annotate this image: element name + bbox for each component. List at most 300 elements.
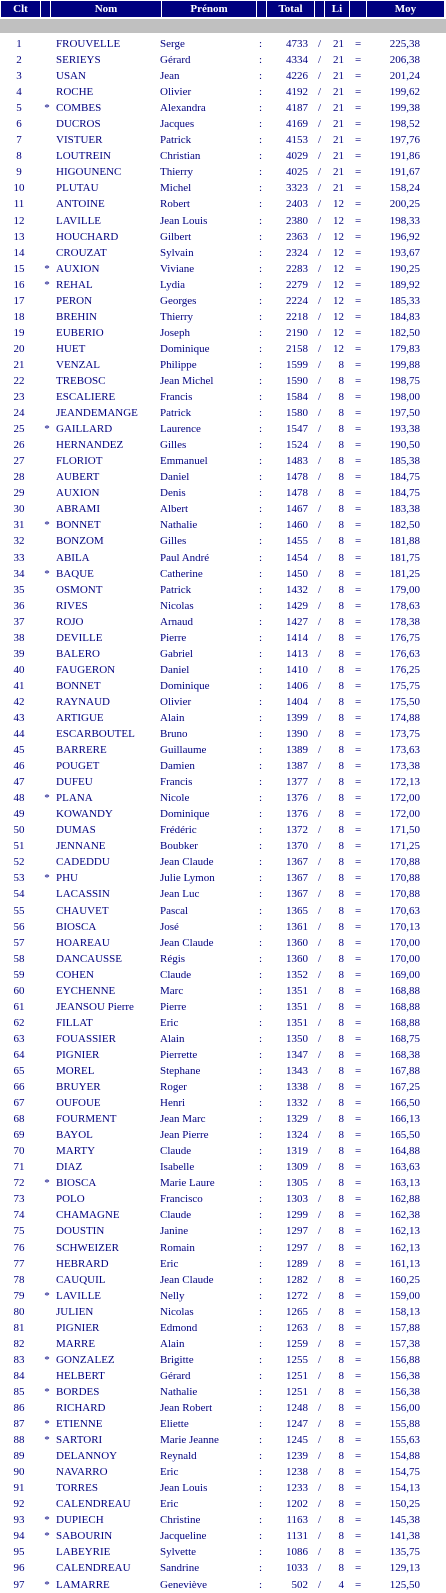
nom-cell: HOAREAU [56, 936, 110, 949]
colon-separator: : [259, 503, 263, 516]
total-cell: 4169 [286, 118, 308, 131]
nom-cell: TORRES [56, 1482, 98, 1495]
moy-cell: 173,63 [389, 744, 420, 757]
colon-separator: : [259, 471, 263, 484]
nom-cell: RICHARD [56, 1401, 106, 1414]
moy-cell: 206,38 [389, 54, 420, 67]
table-row [0, 389, 446, 405]
li-cell: 8 [338, 1048, 344, 1061]
prenom-cell: Jean Michel [160, 374, 214, 387]
slash-separator: / [318, 647, 322, 660]
header-eq-column [350, 1, 366, 17]
li-cell: 8 [338, 423, 344, 436]
prenom-cell: Viviane [160, 262, 195, 275]
total-cell: 1360 [286, 952, 308, 965]
equals-separator: = [355, 407, 362, 420]
table-row [0, 838, 446, 854]
prenom-cell: Geneviève [160, 1578, 208, 1591]
slash-separator: / [318, 1321, 322, 1334]
nom-cell: JENNANE [56, 840, 106, 853]
moy-cell: 162,88 [389, 1193, 420, 1206]
rank-cell: 40 [13, 663, 25, 676]
nom-cell: ETIENNE [56, 1418, 103, 1431]
nom-cell: REHAL [56, 278, 93, 291]
nom-cell: ARTIGUE [56, 711, 104, 724]
colon-separator: : [259, 1305, 263, 1318]
equals-separator: = [355, 1257, 362, 1270]
rank-cell: 11 [13, 198, 25, 211]
nom-cell: BONZOM [56, 535, 104, 548]
total-cell: 1305 [286, 1177, 308, 1190]
li-cell: 8 [338, 808, 344, 821]
colon-separator: : [259, 888, 263, 901]
colon-separator: : [259, 1241, 263, 1254]
li-cell: 8 [338, 1097, 344, 1110]
moy-cell: 179,83 [389, 342, 420, 355]
li-cell: 12 [333, 278, 344, 291]
prenom-cell: Nicole [160, 792, 190, 805]
prenom-cell: Arnaud [160, 615, 193, 628]
prenom-cell: Eliette [160, 1418, 189, 1431]
prenom-cell: Jean Claude [160, 936, 214, 949]
prenom-cell: Frédéric [160, 824, 197, 837]
total-cell: 2158 [286, 342, 308, 355]
rank-cell: 9 [16, 166, 22, 179]
colon-separator: : [259, 519, 263, 532]
colon-separator: : [259, 1145, 263, 1158]
nom-cell: MOREL [56, 1065, 95, 1077]
total-cell: 1329 [286, 1113, 308, 1126]
slash-separator: / [318, 984, 322, 997]
prenom-cell: Christine [160, 1514, 201, 1527]
slash-separator: / [318, 150, 322, 163]
total-cell: 1427 [286, 615, 308, 628]
moy-cell: 157,38 [389, 1337, 420, 1350]
rank-cell: 5 [16, 102, 22, 115]
rank-cell: 22 [13, 374, 25, 387]
equals-separator: = [355, 888, 362, 901]
nom-cell: DEVILLE [56, 631, 103, 644]
table-row [0, 1143, 446, 1159]
nom-cell: CALENDREAU [56, 1498, 131, 1511]
li-cell: 8 [338, 711, 344, 724]
nom-cell: PLUTAU [56, 182, 99, 195]
equals-separator: = [355, 647, 362, 660]
moy-cell: 164,88 [389, 1145, 420, 1158]
total-cell: 1202 [286, 1498, 308, 1511]
rank-cell: 24 [13, 407, 25, 420]
equals-separator: = [355, 776, 362, 789]
equals-separator: = [355, 1482, 362, 1495]
li-cell: 8 [338, 1482, 344, 1495]
rank-cell: 50 [13, 824, 25, 837]
rank-cell: 15 [13, 262, 25, 275]
table-row [0, 517, 446, 533]
slash-separator: / [318, 471, 322, 484]
rank-cell: 86 [13, 1401, 25, 1414]
colon-separator: : [259, 1418, 263, 1431]
nom-cell: FOURMENT [56, 1113, 117, 1126]
moy-cell: 172,00 [389, 808, 420, 821]
colon-separator: : [259, 792, 263, 805]
equals-separator: = [355, 519, 362, 532]
nom-cell: HUET [56, 342, 86, 355]
colon-separator: : [259, 198, 263, 211]
equals-separator: = [355, 1161, 362, 1174]
li-cell: 8 [338, 1081, 344, 1094]
slash-separator: / [318, 824, 322, 837]
moy-cell: 181,75 [389, 551, 420, 564]
rank-cell: 33 [13, 551, 25, 564]
slash-separator: / [318, 808, 322, 821]
total-cell: 2224 [286, 294, 308, 307]
li-cell: 8 [338, 1353, 344, 1366]
nom-cell: SABOURIN [56, 1530, 113, 1543]
equals-separator: = [355, 391, 362, 404]
equals-separator: = [355, 567, 362, 580]
moy-cell: 156,00 [389, 1401, 420, 1414]
rank-cell: 13 [13, 230, 25, 243]
slash-separator: / [318, 1193, 322, 1206]
li-cell: 8 [338, 744, 344, 757]
prenom-cell: Alain [160, 1032, 185, 1045]
colon-separator: : [259, 1450, 263, 1463]
total-cell: 1406 [286, 679, 308, 692]
equals-separator: = [355, 1562, 362, 1575]
nom-cell: BAQUE [56, 567, 94, 580]
colon-separator: : [259, 70, 263, 83]
prenom-cell: Albert [160, 503, 189, 516]
moy-cell: 135,75 [389, 1546, 420, 1559]
nom-cell: DANCAUSSE [56, 952, 123, 965]
equals-separator: = [355, 118, 362, 131]
prenom-cell: Francis [160, 391, 193, 404]
total-cell: 1372 [286, 824, 308, 837]
total-cell: 1319 [286, 1145, 308, 1158]
total-cell: 1389 [286, 744, 308, 757]
total-cell: 1414 [286, 631, 308, 644]
ranking-table-body [0, 36, 446, 1593]
nom-cell: DUPIECH [56, 1514, 104, 1527]
prenom-cell: Jean Louis [160, 1482, 208, 1495]
prenom-cell: Eric [160, 1498, 179, 1511]
moy-cell: 185,38 [389, 455, 420, 468]
colon-separator: : [259, 134, 263, 147]
star-marker: * [44, 102, 50, 115]
moy-cell: 166,13 [389, 1113, 420, 1126]
moy-cell: 171,50 [389, 824, 420, 837]
nom-cell: PLANA [56, 792, 93, 805]
table-row [0, 1063, 446, 1079]
moy-cell: 154,88 [389, 1450, 420, 1463]
moy-cell: 183,38 [389, 503, 420, 516]
li-cell: 4 [338, 1578, 344, 1591]
total-cell: 1429 [286, 599, 308, 612]
li-cell: 8 [338, 1177, 344, 1190]
rank-cell: 78 [13, 1273, 25, 1286]
rank-cell: 31 [13, 519, 25, 532]
li-cell: 8 [338, 968, 344, 981]
rank-cell: 68 [13, 1113, 25, 1126]
moy-cell: 185,33 [389, 294, 420, 307]
colon-separator: : [259, 1257, 263, 1270]
moy-cell: 162,13 [389, 1225, 420, 1238]
prenom-cell: Dominique [160, 679, 210, 692]
table-row [0, 357, 446, 373]
moy-cell: 170,00 [389, 952, 420, 965]
nom-cell: AUBERT [56, 471, 100, 484]
li-cell: 8 [338, 1000, 344, 1013]
slash-separator: / [318, 1546, 322, 1559]
rank-cell: 67 [13, 1097, 25, 1110]
table-row [0, 1288, 446, 1304]
moy-cell: 170,88 [389, 872, 420, 885]
slash-separator: / [318, 423, 322, 436]
total-cell: 1297 [286, 1241, 308, 1254]
colon-separator: : [259, 246, 263, 259]
colon-separator: : [259, 535, 263, 548]
equals-separator: = [355, 150, 362, 163]
rank-cell: 83 [13, 1353, 25, 1366]
moy-cell: 170,88 [389, 888, 420, 901]
slash-separator: / [318, 439, 322, 452]
li-cell: 8 [338, 1113, 344, 1126]
equals-separator: = [355, 792, 362, 805]
table-row [0, 52, 446, 68]
total-cell: 1524 [286, 439, 308, 452]
nom-cell: JEANDEMANGE [56, 407, 138, 420]
prenom-cell: Eric [160, 1016, 179, 1029]
moy-cell: 170,88 [389, 856, 420, 869]
header-nom: Nom [51, 1, 161, 17]
colon-separator: : [259, 1289, 263, 1302]
li-cell: 21 [333, 134, 344, 147]
table-row [0, 261, 446, 277]
total-cell: 1289 [286, 1257, 308, 1270]
slash-separator: / [318, 968, 322, 981]
prenom-cell: Marie Laure [160, 1177, 215, 1190]
rank-cell: 97 [13, 1578, 25, 1591]
rank-cell: 75 [13, 1225, 25, 1238]
rank-cell: 25 [13, 423, 25, 436]
table-row [0, 1223, 446, 1239]
moy-cell: 163,63 [389, 1161, 420, 1174]
li-cell: 8 [338, 824, 344, 837]
li-cell: 8 [338, 984, 344, 997]
nom-cell: FAUGERON [56, 663, 116, 676]
prenom-cell: Sylvette [160, 1546, 197, 1559]
colon-separator: : [259, 615, 263, 628]
prenom-cell: Eric [160, 1257, 179, 1270]
equals-separator: = [355, 1177, 362, 1190]
prenom-cell: Guillaume [160, 744, 207, 757]
prenom-cell: Nicolas [160, 599, 194, 612]
rank-cell: 17 [13, 294, 25, 307]
total-cell: 1303 [286, 1193, 308, 1206]
slash-separator: / [318, 1000, 322, 1013]
rank-cell: 88 [13, 1434, 25, 1447]
nom-cell: NAVARRO [56, 1466, 108, 1479]
li-cell: 8 [338, 599, 344, 612]
table-row [0, 1256, 446, 1272]
moy-cell: 168,38 [389, 1048, 420, 1061]
colon-separator: : [259, 1113, 263, 1126]
rank-cell: 94 [13, 1530, 25, 1543]
moy-cell: 182,50 [389, 326, 420, 339]
prenom-cell: Pierre [160, 1000, 187, 1013]
rank-cell: 4 [16, 86, 22, 99]
rank-cell: 84 [13, 1369, 25, 1382]
equals-separator: = [355, 984, 362, 997]
table-row [0, 501, 446, 517]
moy-cell: 173,75 [389, 728, 420, 741]
moy-cell: 125,50 [389, 1578, 420, 1591]
prenom-cell: Paul André [160, 551, 210, 564]
table-row [0, 1191, 446, 1207]
slash-separator: / [318, 455, 322, 468]
li-cell: 12 [333, 198, 344, 211]
total-cell: 1272 [286, 1289, 308, 1302]
colon-separator: : [259, 744, 263, 757]
table-row [0, 1416, 446, 1432]
slash-separator: / [318, 342, 322, 355]
li-cell: 8 [338, 840, 344, 853]
star-marker: * [44, 872, 50, 885]
li-cell: 21 [333, 118, 344, 131]
colon-separator: : [259, 230, 263, 243]
prenom-cell: Henri [160, 1097, 186, 1110]
colon-separator: : [259, 1369, 263, 1382]
slash-separator: / [318, 1065, 322, 1077]
rank-cell: 42 [13, 695, 25, 708]
moy-cell: 156,88 [389, 1353, 420, 1366]
nom-cell: ABILA [56, 551, 90, 564]
table-row [0, 1448, 446, 1464]
moy-cell: 172,00 [389, 792, 420, 805]
colon-separator: : [259, 1273, 263, 1286]
colon-separator: : [259, 1514, 263, 1527]
prenom-cell: Jean [160, 70, 180, 83]
equals-separator: = [355, 134, 362, 147]
table-row [0, 1577, 446, 1593]
prenom-cell: Nelly [160, 1289, 185, 1302]
slash-separator: / [318, 1289, 322, 1302]
total-cell: 3323 [286, 182, 308, 195]
slash-separator: / [318, 1466, 322, 1479]
equals-separator: = [355, 70, 362, 83]
total-cell: 1584 [286, 391, 308, 404]
li-cell: 8 [338, 407, 344, 420]
equals-separator: = [355, 1353, 362, 1366]
star-marker: * [44, 1353, 50, 1366]
li-cell: 12 [333, 326, 344, 339]
rank-cell: 71 [13, 1161, 25, 1174]
rank-cell: 90 [13, 1466, 25, 1479]
nom-cell: USAN [56, 70, 86, 83]
nom-cell: AUXION [56, 487, 100, 500]
li-cell: 8 [338, 487, 344, 500]
table-row [0, 325, 446, 341]
prenom-cell: Jean Marc [160, 1113, 206, 1126]
moy-cell: 184,75 [389, 487, 420, 500]
equals-separator: = [355, 1225, 362, 1238]
li-cell: 8 [338, 519, 344, 532]
equals-separator: = [355, 471, 362, 484]
nom-cell: RAYNAUD [56, 695, 110, 708]
nom-cell: MARRE [56, 1337, 96, 1350]
equals-separator: = [355, 920, 362, 933]
slash-separator: / [318, 1337, 322, 1350]
prenom-cell: Michel [160, 182, 192, 195]
total-cell: 1478 [286, 487, 308, 500]
prenom-cell: Claude [160, 1145, 192, 1158]
li-cell: 8 [338, 792, 344, 805]
star-marker: * [44, 1514, 50, 1527]
equals-separator: = [355, 1209, 362, 1222]
total-cell: 502 [291, 1578, 308, 1591]
equals-separator: = [355, 1321, 362, 1334]
table-row [0, 630, 446, 646]
moy-cell: 190,25 [389, 262, 420, 275]
slash-separator: / [318, 1305, 322, 1318]
moy-cell: 198,52 [389, 118, 420, 131]
li-cell: 8 [338, 647, 344, 660]
slash-separator: / [318, 872, 322, 885]
prenom-cell: José [160, 920, 179, 933]
colon-separator: : [259, 326, 263, 339]
equals-separator: = [355, 968, 362, 981]
rank-cell: 91 [13, 1482, 25, 1495]
slash-separator: / [318, 631, 322, 644]
nom-cell: BONNET [56, 519, 101, 532]
moy-cell: 197,76 [389, 134, 420, 147]
nom-cell: ABRAMI [56, 503, 101, 516]
slash-separator: / [318, 856, 322, 869]
moy-cell: 160,25 [389, 1273, 420, 1286]
table-row [0, 550, 446, 566]
rank-cell: 95 [13, 1546, 25, 1559]
moy-cell: 156,38 [389, 1369, 420, 1382]
equals-separator: = [355, 856, 362, 869]
prenom-cell: Denis [160, 487, 186, 500]
colon-separator: : [259, 1193, 263, 1206]
equals-separator: = [355, 310, 362, 323]
prenom-cell: Alexandra [160, 102, 206, 115]
prenom-cell: Jean Luc [160, 888, 200, 901]
slash-separator: / [318, 391, 322, 404]
prenom-cell: Alain [160, 711, 185, 724]
total-cell: 1590 [286, 374, 308, 387]
prenom-cell: Serge [160, 38, 185, 50]
rank-cell: 6 [16, 118, 22, 131]
slash-separator: / [318, 310, 322, 323]
prenom-cell: Jean Robert [160, 1401, 213, 1414]
prenom-cell: Daniel [160, 663, 190, 676]
slash-separator: / [318, 1145, 322, 1158]
li-cell: 8 [338, 679, 344, 692]
rank-cell: 47 [13, 776, 25, 789]
total-cell: 1387 [286, 760, 308, 773]
slash-separator: / [318, 1434, 322, 1447]
rank-cell: 2 [16, 54, 22, 67]
moy-cell: 162,38 [389, 1209, 420, 1222]
colon-separator: : [259, 487, 263, 500]
total-cell: 4334 [286, 54, 308, 67]
total-cell: 1455 [286, 535, 308, 548]
prenom-cell: Christian [160, 150, 201, 163]
moy-cell: 175,75 [389, 679, 420, 692]
rank-cell: 92 [13, 1498, 25, 1511]
